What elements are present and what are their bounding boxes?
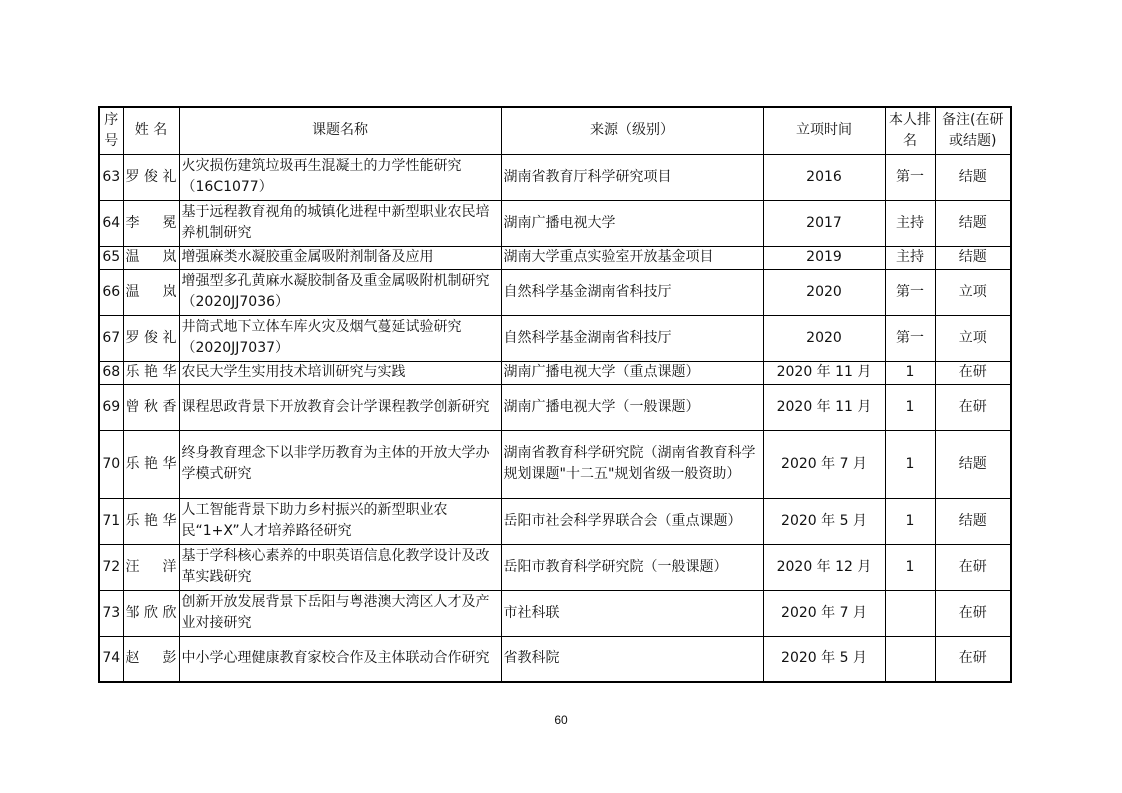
project-date: 2020 年 5 月 bbox=[763, 498, 885, 544]
project-date: 2016 bbox=[763, 154, 885, 200]
project-topic: 井筒式地下立体车库火灾及烟气蔓延试验研究（2020JJ7037） bbox=[179, 315, 501, 361]
project-date: 2020 bbox=[763, 269, 885, 315]
person-name: 邹欣欣 bbox=[123, 590, 179, 636]
person-rank: 第一 bbox=[885, 315, 935, 361]
header-remark: 备注(在研或结题) bbox=[935, 107, 1011, 154]
header-seq: 序号 bbox=[99, 107, 123, 154]
project-source: 市社科联 bbox=[501, 590, 763, 636]
project-source: 湖南广播电视大学 bbox=[501, 200, 763, 246]
row-number: 63 bbox=[99, 154, 123, 200]
row-number: 67 bbox=[99, 315, 123, 361]
person-name: 罗俊礼 bbox=[123, 154, 179, 200]
project-topic: 火灾损伤建筑垃圾再生混凝土的力学性能研究（16C1077） bbox=[179, 154, 501, 200]
project-source: 湖南广播电视大学（一般课题） bbox=[501, 384, 763, 430]
project-status: 在研 bbox=[935, 361, 1011, 384]
project-topic: 终身教育理念下以非学历教育为主体的开放大学办学模式研究 bbox=[179, 430, 501, 498]
table-row bbox=[99, 200, 1011, 246]
project-status: 立项 bbox=[935, 269, 1011, 315]
person-name: 乐艳华 bbox=[123, 498, 179, 544]
person-name: 罗俊礼 bbox=[123, 315, 179, 361]
project-date: 2017 bbox=[763, 200, 885, 246]
person-rank: 1 bbox=[885, 498, 935, 544]
project-status: 在研 bbox=[935, 384, 1011, 430]
table-row bbox=[99, 315, 1011, 361]
project-topic: 基于远程教育视角的城镇化进程中新型职业农民培养机制研究 bbox=[179, 200, 501, 246]
project-source: 湖南省教育科学研究院（湖南省教育科学规划课题"十二五"规划省级一般资助） bbox=[501, 430, 763, 498]
person-rank: 1 bbox=[885, 384, 935, 430]
project-date: 2020 bbox=[763, 315, 885, 361]
table-row bbox=[99, 246, 1011, 269]
project-status: 结题 bbox=[935, 154, 1011, 200]
row-number: 74 bbox=[99, 636, 123, 682]
table-header-row bbox=[99, 107, 1011, 154]
person-name: 乐艳华 bbox=[123, 430, 179, 498]
header-source: 来源（级别） bbox=[501, 107, 763, 154]
project-topic: 基于学科核心素养的中职英语信息化教学设计及改革实践研究 bbox=[179, 544, 501, 590]
project-status: 在研 bbox=[935, 544, 1011, 590]
project-status: 结题 bbox=[935, 200, 1011, 246]
row-number: 65 bbox=[99, 246, 123, 269]
table-row bbox=[99, 154, 1011, 200]
project-source: 湖南广播电视大学（重点课题） bbox=[501, 361, 763, 384]
person-name: 乐艳华 bbox=[123, 361, 179, 384]
project-status: 结题 bbox=[935, 498, 1011, 544]
person-rank: 主持 bbox=[885, 200, 935, 246]
project-status: 结题 bbox=[935, 246, 1011, 269]
table-row bbox=[99, 498, 1011, 544]
person-rank: 1 bbox=[885, 544, 935, 590]
person-rank bbox=[885, 636, 935, 682]
row-number: 64 bbox=[99, 200, 123, 246]
person-name: 李 冕 bbox=[123, 200, 179, 246]
person-name: 温 岚 bbox=[123, 269, 179, 315]
project-date: 2019 bbox=[763, 246, 885, 269]
header-name: 姓 名 bbox=[123, 107, 179, 154]
row-number: 71 bbox=[99, 498, 123, 544]
project-topic: 农民大学生实用技术培训研究与实践 bbox=[179, 361, 501, 384]
project-date: 2020 年 12 月 bbox=[763, 544, 885, 590]
row-number: 73 bbox=[99, 590, 123, 636]
project-status: 立项 bbox=[935, 315, 1011, 361]
person-rank: 第一 bbox=[885, 269, 935, 315]
project-topic: 增强型多孔黄麻水凝胶制备及重金属吸附机制研究（2020JJ7036） bbox=[179, 269, 501, 315]
project-topic: 增强麻类水凝胶重金属吸附剂制备及应用 bbox=[179, 246, 501, 269]
project-date: 2020 年 7 月 bbox=[763, 430, 885, 498]
project-source: 岳阳市社会科学界联合会（重点课题） bbox=[501, 498, 763, 544]
person-name: 曾秋香 bbox=[123, 384, 179, 430]
person-rank: 第一 bbox=[885, 154, 935, 200]
person-rank: 1 bbox=[885, 430, 935, 498]
table-row bbox=[99, 269, 1011, 315]
project-status: 在研 bbox=[935, 590, 1011, 636]
project-source: 自然科学基金湖南省科技厅 bbox=[501, 269, 763, 315]
project-source: 岳阳市教育科学研究院（一般课题） bbox=[501, 544, 763, 590]
project-date: 2020 年 11 月 bbox=[763, 384, 885, 430]
row-number: 68 bbox=[99, 361, 123, 384]
table-row bbox=[99, 544, 1011, 590]
row-number: 70 bbox=[99, 430, 123, 498]
project-status: 在研 bbox=[935, 636, 1011, 682]
table-row bbox=[99, 636, 1011, 682]
project-status: 结题 bbox=[935, 430, 1011, 498]
project-source: 湖南大学重点实验室开放基金项目 bbox=[501, 246, 763, 269]
research-projects-table bbox=[98, 106, 1012, 683]
table-row bbox=[99, 430, 1011, 498]
person-rank bbox=[885, 590, 935, 636]
header-topic: 课题名称 bbox=[179, 107, 501, 154]
project-date: 2020 年 7 月 bbox=[763, 590, 885, 636]
project-source: 省教科院 bbox=[501, 636, 763, 682]
table-row bbox=[99, 384, 1011, 430]
person-name: 汪 洋 bbox=[123, 544, 179, 590]
person-name: 温 岚 bbox=[123, 246, 179, 269]
table-row bbox=[99, 590, 1011, 636]
row-number: 72 bbox=[99, 544, 123, 590]
project-topic: 课程思政背景下开放教育会计学课程教学创新研究 bbox=[179, 384, 501, 430]
project-topic: 人工智能背景下助力乡村振兴的新型职业农民“1+X”人才培养路径研究 bbox=[179, 498, 501, 544]
table-row bbox=[99, 361, 1011, 384]
person-name: 赵 彭 bbox=[123, 636, 179, 682]
row-number: 69 bbox=[99, 384, 123, 430]
header-rank: 本人排名 bbox=[885, 107, 935, 154]
project-source: 湖南省教育厅科学研究项目 bbox=[501, 154, 763, 200]
project-topic: 创新开放发展背景下岳阳与粤港澳大湾区人才及产业对接研究 bbox=[179, 590, 501, 636]
project-date: 2020 年 11 月 bbox=[763, 361, 885, 384]
row-number: 66 bbox=[99, 269, 123, 315]
header-date: 立项时间 bbox=[763, 107, 885, 154]
project-topic: 中小学心理健康教育家校合作及主体联动合作研究 bbox=[179, 636, 501, 682]
project-source: 自然科学基金湖南省科技厅 bbox=[501, 315, 763, 361]
page-number: 60 bbox=[554, 713, 568, 727]
person-rank: 主持 bbox=[885, 246, 935, 269]
project-date: 2020 年 5 月 bbox=[763, 636, 885, 682]
person-rank: 1 bbox=[885, 361, 935, 384]
